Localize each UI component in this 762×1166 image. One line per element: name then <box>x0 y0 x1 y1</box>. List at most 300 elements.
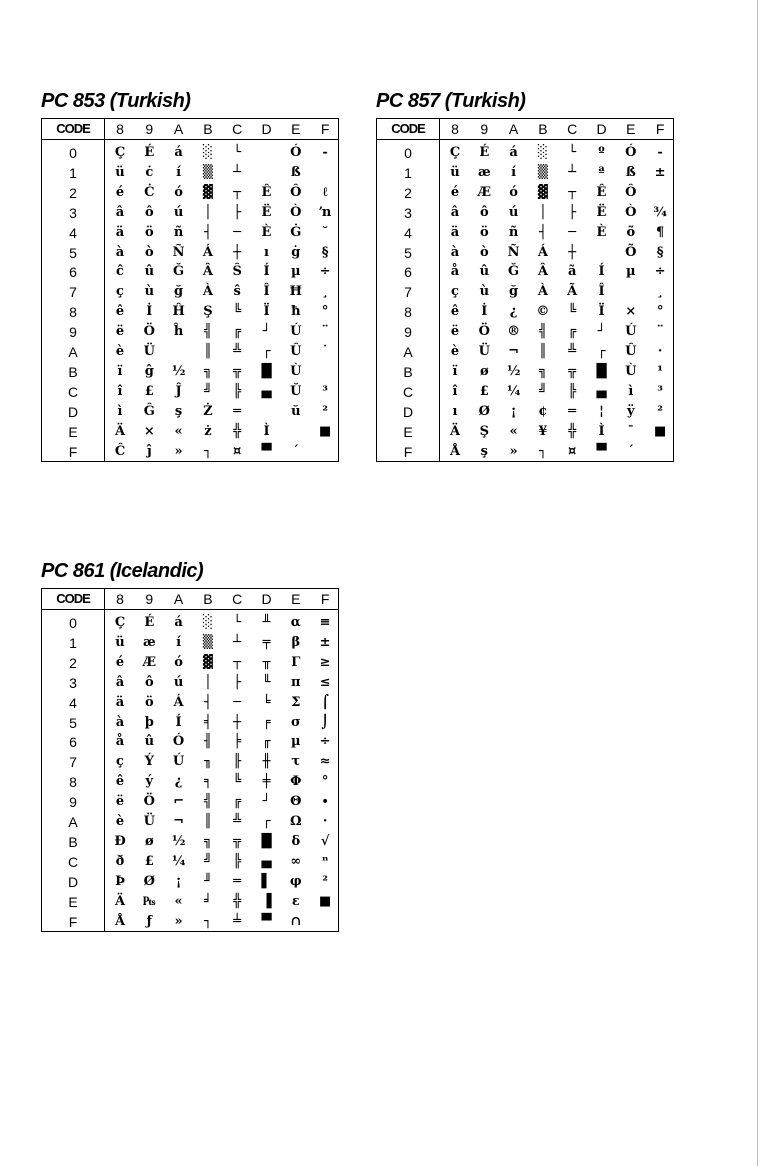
row-label: 0 <box>404 145 412 161</box>
char-cell: ß <box>290 164 301 180</box>
code-page-table <box>376 118 674 462</box>
char-cell: Ó <box>290 145 302 160</box>
char-cell: Ĥ <box>172 304 185 320</box>
char-cell: þ <box>144 714 154 730</box>
char-cell: ÷ <box>319 264 331 280</box>
char-cell: ┬ <box>233 184 242 200</box>
char-cell: ö <box>144 224 154 240</box>
row-label: 5 <box>404 244 412 261</box>
char-cell: æ <box>477 164 491 180</box>
char-cell: Á <box>537 244 548 260</box>
char-cell: Ĉ <box>114 443 126 459</box>
char-cell: ┤ <box>203 694 212 710</box>
table-title: PC 857 (Turkish) <box>376 90 526 112</box>
char-cell: Ċ <box>144 184 155 200</box>
char-cell: ´ <box>627 443 635 459</box>
char-cell: ì <box>628 383 634 399</box>
char-cell: µ <box>291 264 301 280</box>
char-cell: ╞ <box>233 734 242 750</box>
row-label: 0 <box>69 615 77 631</box>
char-cell: â <box>450 204 460 220</box>
char-cell <box>313 912 337 932</box>
column-header: 9 <box>145 591 154 607</box>
char-cell: │ <box>203 674 212 690</box>
char-cell: ¨ <box>656 324 664 340</box>
char-cell: Ä <box>114 423 126 439</box>
char-cell: │ <box>538 204 547 220</box>
char-cell: ─ <box>568 224 577 240</box>
char-cell: ø <box>144 833 154 849</box>
char-cell: ë <box>115 324 125 340</box>
char-cell: ╝ <box>203 383 212 399</box>
char-cell: ╔ <box>233 794 242 810</box>
char-cell: Ê <box>261 184 272 200</box>
char-cell: à <box>115 244 125 260</box>
char-cell: Ö <box>143 794 155 810</box>
char-cell: ╙ <box>262 674 271 690</box>
column-header: E <box>626 121 636 137</box>
char-cell: ê <box>450 304 460 320</box>
row-label: 7 <box>69 284 77 301</box>
char-cell: Í <box>175 714 182 730</box>
char-cell: ş <box>174 403 183 419</box>
char-cell: ¿ <box>509 304 518 320</box>
row-label: 8 <box>404 304 412 321</box>
char-cell: È <box>596 224 607 240</box>
char-cell: ╜ <box>203 873 212 889</box>
column-header: A <box>508 121 519 137</box>
char-cell: ö <box>144 694 154 710</box>
char-cell: ĵ <box>146 443 152 459</box>
char-cell: ╪ <box>262 774 271 790</box>
char-cell: ² <box>657 403 663 419</box>
char-cell: σ <box>291 714 301 730</box>
row-label: E <box>68 423 78 440</box>
char-cell: Ş <box>203 304 213 320</box>
column-header: E <box>291 591 301 607</box>
char-cell: ù <box>144 284 155 300</box>
char-cell: Á <box>173 694 184 710</box>
char-cell: ╔ <box>233 324 242 340</box>
char-cell: í <box>176 634 182 650</box>
row-label: 3 <box>69 674 77 691</box>
char-cell: ï <box>452 363 458 379</box>
char-cell: ª <box>598 164 605 180</box>
char-cell: ┐ <box>203 443 212 459</box>
char-cell: ş <box>480 443 488 459</box>
char-cell: ├ <box>233 674 242 690</box>
char-cell: á <box>509 145 518 160</box>
char-cell: ├ <box>233 204 242 220</box>
code-header: CODE <box>391 121 425 136</box>
char-cell: ¡ <box>175 873 182 889</box>
char-cell: ∞ <box>290 853 302 869</box>
char-cell <box>313 163 337 183</box>
char-cell: ▒ <box>202 634 213 650</box>
char-cell <box>255 402 279 422</box>
char-cell: ô <box>144 674 154 690</box>
char-cell: Ê <box>596 184 607 200</box>
char-cell: ┐ <box>203 913 212 929</box>
column-header: D <box>596 121 607 137</box>
row-label: 4 <box>69 694 77 711</box>
char-cell: Ü <box>143 344 155 359</box>
char-cell: Ä <box>114 893 126 909</box>
char-cell: ₧ <box>143 893 156 909</box>
char-cell: Ç <box>449 145 461 160</box>
char-cell: ┘ <box>262 794 271 810</box>
char-cell: É <box>144 145 155 160</box>
char-cell: ò <box>144 244 154 260</box>
char-cell: ▀ <box>261 443 272 459</box>
char-cell: ¤ <box>568 443 577 459</box>
char-cell: Ú <box>172 754 185 770</box>
char-cell: ║ <box>203 814 212 829</box>
char-cell: ╝ <box>538 383 547 399</box>
char-cell: ┼ <box>233 714 242 730</box>
char-cell: æ <box>142 634 156 650</box>
char-cell: └ <box>568 145 577 160</box>
row-label: 9 <box>404 324 412 341</box>
char-cell: ╬ <box>233 423 242 439</box>
char-cell <box>284 422 308 442</box>
char-cell: Ä <box>449 423 461 439</box>
char-cell: ─ <box>233 694 242 710</box>
char-cell: Ż <box>203 403 213 419</box>
char-cell: ┌ <box>262 814 271 829</box>
char-cell: ╦ <box>233 363 242 379</box>
char-cell: ║ <box>538 344 547 359</box>
char-cell: Ù <box>290 363 302 379</box>
char-cell: £ <box>479 383 489 399</box>
column-header: F <box>320 121 330 137</box>
char-cell: ¶ <box>655 224 665 240</box>
char-cell: ê <box>115 774 125 790</box>
char-cell: ╧ <box>233 913 242 929</box>
char-cell: ã <box>567 264 577 280</box>
char-cell: µ <box>626 264 636 280</box>
char-cell: ε <box>291 893 300 909</box>
char-cell: ó <box>174 184 183 200</box>
char-cell: Ì <box>263 423 270 439</box>
char-cell: ╔ <box>568 324 577 340</box>
char-cell: à <box>450 244 460 260</box>
char-cell: ½ <box>506 363 521 379</box>
column-header: B <box>203 591 213 607</box>
char-cell: ╠ <box>233 383 242 399</box>
char-cell: Ò <box>625 204 637 220</box>
char-cell: Ö <box>143 324 155 340</box>
column-header: F <box>655 121 665 137</box>
code-column-divider <box>439 119 440 461</box>
char-cell: Ĝ <box>143 403 155 419</box>
column-header: 8 <box>116 121 124 137</box>
char-cell: √ <box>320 833 330 849</box>
row-label: 7 <box>69 754 77 771</box>
row-label: 2 <box>69 654 77 671</box>
char-cell: £ <box>144 383 154 399</box>
char-cell <box>590 243 614 263</box>
column-header: B <box>203 121 213 137</box>
char-cell: ╕ <box>203 774 212 790</box>
char-cell: ░ <box>537 145 548 160</box>
char-cell: Ï <box>263 304 270 320</box>
char-cell: Ë <box>596 204 607 220</box>
char-cell: - <box>657 145 663 160</box>
char-cell: ¸ <box>321 284 329 300</box>
char-cell: Ğ <box>173 264 185 280</box>
char-cell: ¸ <box>656 284 664 300</box>
char-cell: ╠ <box>233 853 242 869</box>
char-cell: ù <box>479 284 490 300</box>
char-cell: ¿ <box>174 774 183 790</box>
char-cell: Ì <box>598 423 605 439</box>
char-cell: » <box>509 443 518 459</box>
char-cell: β <box>291 634 301 650</box>
char-cell: × <box>143 423 155 439</box>
char-cell: ì <box>117 403 123 419</box>
char-cell: Ö <box>478 324 490 340</box>
row-label: 6 <box>69 264 77 281</box>
char-cell: Î <box>263 284 270 300</box>
char-cell: └ <box>233 615 242 630</box>
char-cell: å <box>450 264 460 280</box>
char-cell: ╟ <box>233 754 242 770</box>
char-cell: Ï <box>598 304 605 320</box>
char-cell: Ĵ <box>175 383 182 399</box>
char-cell: ê <box>115 304 125 320</box>
char-cell: Φ <box>290 774 302 790</box>
char-cell: º <box>598 145 605 160</box>
char-cell: ≤ <box>319 674 331 690</box>
char-cell: ¼ <box>506 383 521 399</box>
char-cell: § <box>656 244 664 260</box>
char-cell: ç <box>451 284 459 300</box>
char-cell: ╗ <box>203 833 212 849</box>
char-cell: ▌ <box>261 873 272 889</box>
char-cell: ═ <box>233 873 242 889</box>
char-cell: █ <box>261 363 272 379</box>
char-cell: · <box>657 344 663 359</box>
char-cell: â <box>115 674 125 690</box>
char-cell: ═ <box>568 403 577 419</box>
table-title: PC 853 (Turkish) <box>41 90 191 112</box>
char-cell: Ç <box>114 145 126 160</box>
column-header: 9 <box>480 121 489 137</box>
row-label: D <box>67 873 79 890</box>
char-cell <box>313 442 337 462</box>
char-cell: ¯ <box>627 423 635 439</box>
char-cell: í <box>511 164 517 180</box>
char-cell: Ŭ <box>290 383 302 399</box>
char-cell: ≥ <box>319 654 331 670</box>
char-cell: ĉ <box>116 264 124 280</box>
char-cell: ç <box>116 284 124 300</box>
char-cell: ╝ <box>203 853 212 869</box>
char-cell: τ <box>291 754 301 770</box>
header-divider <box>42 609 338 610</box>
column-header: C <box>232 591 243 607</box>
row-label: 1 <box>69 634 77 651</box>
row-label: 6 <box>404 264 412 281</box>
char-cell: ä <box>115 694 125 710</box>
code-page-table <box>41 588 339 932</box>
char-cell <box>167 342 191 362</box>
char-cell: « <box>509 423 518 439</box>
char-cell: ı <box>452 403 458 419</box>
char-cell: ╣ <box>538 324 547 340</box>
row-label: E <box>68 893 78 910</box>
char-cell: Ë <box>261 204 272 220</box>
char-cell: á <box>174 615 183 630</box>
char-cell: ċ <box>145 164 154 180</box>
char-cell: ≡ <box>319 615 331 630</box>
row-label: 6 <box>69 734 77 751</box>
char-cell: § <box>321 244 329 260</box>
column-header: D <box>261 591 272 607</box>
char-cell: Ø <box>143 873 155 889</box>
code-page-block-853 <box>41 90 341 470</box>
char-cell: È <box>261 224 272 240</box>
char-cell: ┬ <box>233 654 242 670</box>
char-cell: û <box>144 734 155 750</box>
char-cell: ▀ <box>261 913 272 929</box>
code-page-block-857 <box>376 90 676 470</box>
char-cell: ╦ <box>233 833 242 849</box>
char-cell: é <box>115 184 125 200</box>
char-cell: ¬ <box>173 814 185 829</box>
char-cell: ŭ <box>291 403 301 419</box>
char-cell: ≈ <box>319 754 331 770</box>
char-cell: ─ <box>233 224 242 240</box>
char-cell: Â <box>202 264 213 280</box>
char-cell: Æ <box>477 184 492 200</box>
char-cell: ¢ <box>538 403 548 419</box>
char-cell: ÷ <box>319 734 331 750</box>
char-cell: ß <box>625 164 636 180</box>
char-cell: ô <box>144 204 154 220</box>
char-cell: Σ <box>291 694 301 710</box>
row-label: C <box>402 383 414 400</box>
char-cell: ╘ <box>262 694 271 710</box>
char-cell: ▄ <box>261 853 272 869</box>
char-cell: ╥ <box>262 654 271 670</box>
char-cell: Ü <box>478 344 490 359</box>
char-cell <box>255 143 279 163</box>
row-label: C <box>67 853 79 870</box>
char-cell: ° <box>321 304 329 320</box>
char-cell: ┤ <box>538 224 547 240</box>
char-cell: ² <box>322 403 328 419</box>
char-cell <box>255 163 279 183</box>
char-cell: Í <box>263 264 270 280</box>
char-cell: ¨ <box>321 324 329 340</box>
column-header: 8 <box>451 121 459 137</box>
char-cell: ü <box>450 164 460 180</box>
header-divider <box>42 139 338 140</box>
char-cell: ¼ <box>171 853 186 869</box>
char-cell: ∩ <box>290 913 302 929</box>
char-cell: É <box>144 615 155 630</box>
char-cell: █ <box>261 833 272 849</box>
char-cell: Û <box>625 344 637 359</box>
char-cell: é <box>115 654 125 670</box>
row-label: A <box>68 344 78 360</box>
char-cell: ┘ <box>597 324 606 340</box>
char-cell: ë <box>450 324 460 340</box>
char-cell: î <box>117 383 123 399</box>
char-cell: ╬ <box>568 423 577 439</box>
char-cell: ± <box>654 164 666 180</box>
char-cell: à <box>115 714 125 730</box>
row-label: D <box>402 403 414 420</box>
char-cell: ó <box>509 184 518 200</box>
row-label: C <box>67 383 79 400</box>
column-header: B <box>538 121 548 137</box>
row-label: 1 <box>404 164 412 181</box>
row-label: 2 <box>404 184 412 201</box>
column-header: D <box>261 121 272 137</box>
char-cell: Ã <box>567 284 578 300</box>
row-label: F <box>68 913 78 930</box>
char-cell: ═ <box>233 403 242 419</box>
char-cell: û <box>144 264 155 280</box>
row-label: 3 <box>69 204 77 221</box>
char-cell: ñ <box>173 224 184 240</box>
char-cell: ¡ <box>510 403 517 419</box>
char-cell: █ <box>596 363 607 379</box>
char-cell: ╗ <box>203 363 212 379</box>
char-cell: Ğ <box>508 264 520 280</box>
char-cell: Ñ <box>507 244 520 260</box>
row-label: A <box>68 814 78 830</box>
char-cell: Ü <box>143 814 155 829</box>
char-cell: Ú <box>625 324 637 340</box>
char-cell: ╬ <box>233 893 242 909</box>
char-cell: ² <box>322 873 328 889</box>
char-cell: ° <box>656 304 664 320</box>
char-cell: ¤ <box>233 443 242 459</box>
char-cell: ò <box>479 244 489 260</box>
char-cell: ╫ <box>262 754 271 770</box>
row-label: 3 <box>404 204 412 221</box>
char-cell: ÿ <box>627 403 635 419</box>
char-cell: ŉ <box>318 204 332 220</box>
char-cell: α <box>290 615 301 630</box>
char-cell: ³ <box>657 383 663 399</box>
row-label: 1 <box>69 164 77 181</box>
char-cell: ý <box>145 774 154 790</box>
char-cell: ĥ <box>173 324 184 340</box>
code-page-block-861 <box>41 560 341 940</box>
row-label: 9 <box>69 324 77 341</box>
char-cell: è <box>115 814 125 829</box>
char-cell: ⌡ <box>321 714 329 730</box>
char-cell: ´ <box>292 443 300 459</box>
char-cell: ä <box>115 224 125 240</box>
char-cell: ± <box>319 634 331 650</box>
char-cell: ┌ <box>597 344 606 359</box>
char-cell: ╚ <box>233 774 242 790</box>
char-cell: ℓ <box>322 184 328 200</box>
char-cell: À <box>537 284 548 300</box>
char-cell: ë <box>115 794 125 810</box>
char-cell: ú <box>173 204 184 220</box>
row-label: F <box>68 443 78 460</box>
char-cell: ı <box>264 244 269 260</box>
char-cell: ħ <box>291 304 301 320</box>
char-cell: ╢ <box>203 734 212 750</box>
